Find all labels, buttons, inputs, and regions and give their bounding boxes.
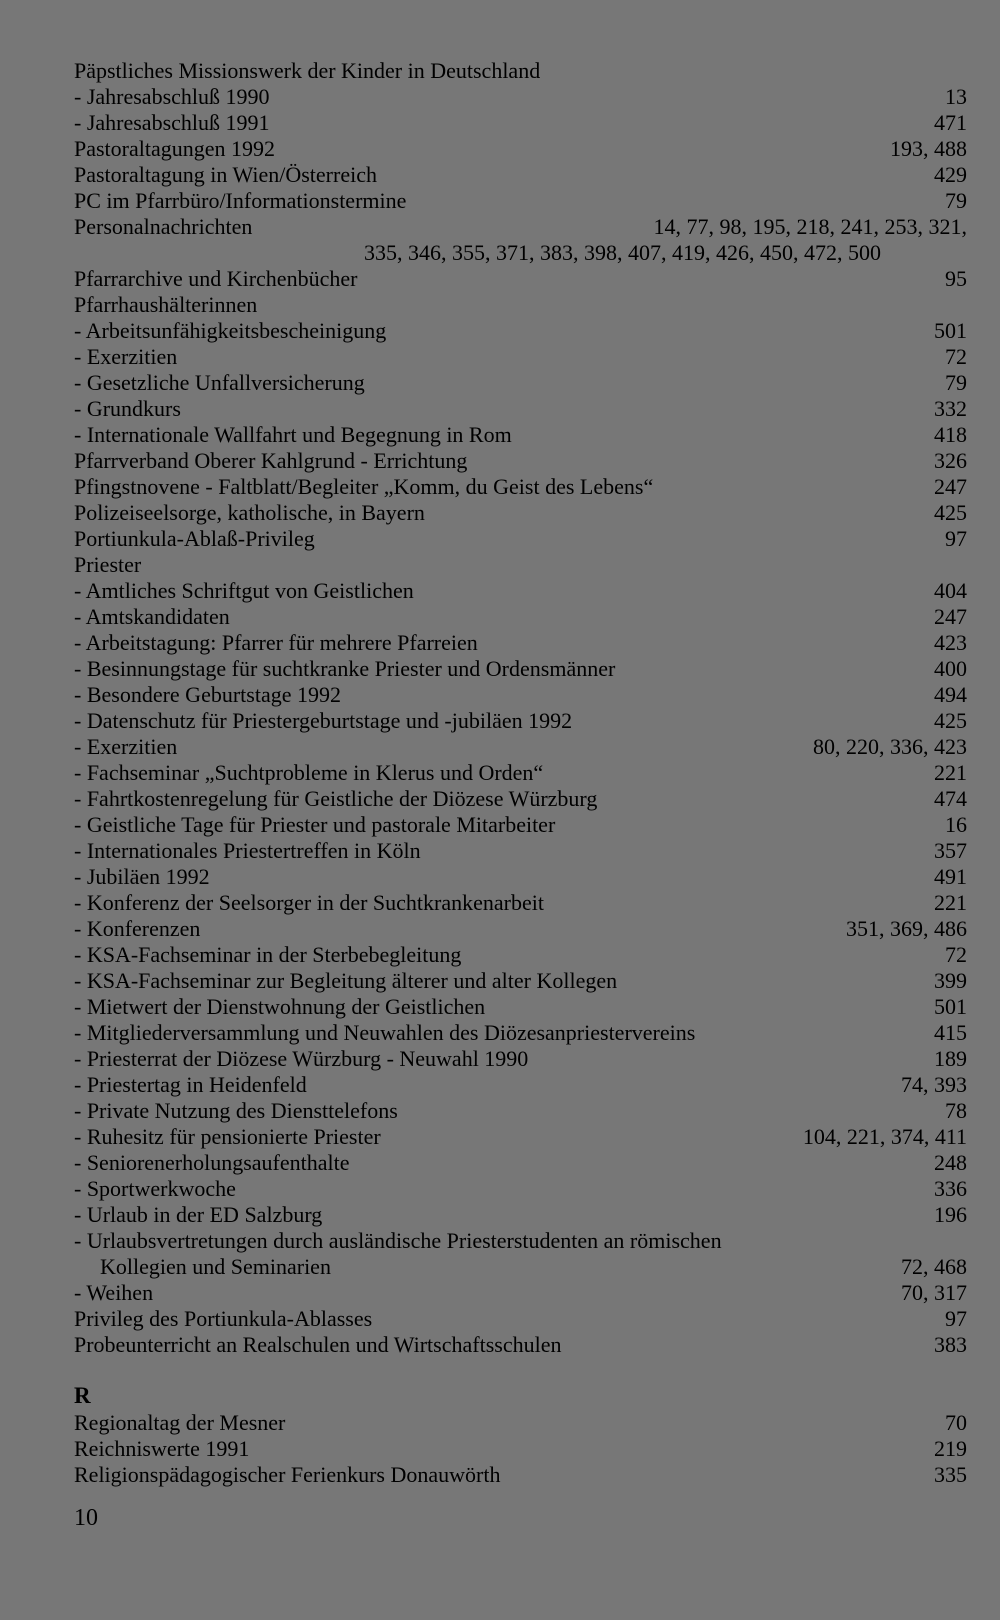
entry-pages: 336 — [934, 1176, 967, 1201]
index-entry — [74, 84, 967, 110]
entry-pages: 95 — [945, 266, 967, 291]
entry-pages: 221 — [934, 890, 967, 915]
index-entry — [74, 344, 967, 370]
entry-title: Pfarrarchive und Kirchenbücher — [74, 266, 358, 291]
entry-title: - Mitgliederversammlung und Neuwahlen des Diözesanpriestervereins — [74, 1020, 696, 1045]
entry-pages: 326 — [934, 448, 967, 473]
index-entry — [74, 864, 967, 890]
index-entry — [74, 578, 967, 604]
index-entry — [74, 812, 967, 838]
index-entry — [74, 656, 967, 682]
index-entry — [74, 916, 967, 942]
entry-title: - Jahresabschluß 1990 — [74, 84, 270, 109]
index-entry — [74, 474, 967, 500]
entry-title: - Urlaub in der ED Salzburg — [74, 1202, 323, 1227]
index-entry — [74, 370, 967, 396]
entry-title: - Exerzitien — [74, 344, 178, 369]
entry-pages: 491 — [934, 864, 967, 889]
entry-pages: 332 — [934, 396, 967, 421]
entry-pages: 471 — [934, 110, 967, 135]
entry-title: Regionaltag der Mesner — [74, 1410, 286, 1435]
entry-pages: 74, 393 — [901, 1072, 967, 1097]
index-entry — [74, 708, 967, 734]
entry-title: Päpstliches Missionswerk der Kinder in Deutschland — [74, 58, 541, 83]
entry-title: - Sportwerkwoche — [74, 1176, 236, 1201]
entry-pages: 335 — [934, 1462, 967, 1487]
page-number: 10 — [74, 1505, 98, 1531]
index-entry — [74, 1098, 967, 1124]
entry-title: - Geistliche Tage für Priester und pastorale Mitarbeiter — [74, 812, 556, 837]
entry-pages: 219 — [934, 1436, 967, 1461]
section-letter: R — [74, 1383, 91, 1408]
index-entry — [74, 318, 967, 344]
entry-pages: 383 — [934, 1332, 967, 1357]
index-entry — [74, 1150, 967, 1176]
index-entry — [74, 994, 967, 1020]
entry-title: - Grundkurs — [74, 396, 181, 421]
entry-pages: 104, 221, 374, 411 — [802, 1124, 967, 1149]
index-entry — [74, 1410, 967, 1436]
entry-title: - Besondere Geburtstage 1992 — [74, 682, 341, 707]
index-entry — [74, 942, 967, 968]
entry-title: - Mietwert der Dienstwohnung der Geistlichen — [74, 994, 486, 1019]
entry-title: - Konferenz der Seelsorger in der Suchtkrankenarbeit — [74, 890, 544, 915]
entry-title: - Jahresabschluß 1991 — [74, 110, 270, 135]
index-list — [74, 58, 967, 1488]
entry-pages: 357 — [934, 838, 967, 863]
entry-title: PC im Pfarrbüro/Informationstermine — [74, 188, 407, 213]
index-entry — [74, 630, 967, 656]
entry-pages: 400 — [934, 656, 967, 681]
entry-title: Privileg des Portiunkula-Ablasses — [74, 1306, 373, 1331]
entry-pages: 16 — [945, 812, 967, 837]
entry-title: - Priesterrat der Diözese Würzburg - Neuwahl 1990 — [74, 1046, 529, 1071]
index-entry-continuation — [74, 1254, 967, 1280]
entry-title: Pfingstnovene - Faltblatt/Begleiter „Komm, du Geist des Lebens“ — [74, 474, 654, 499]
index-entry — [74, 838, 967, 864]
entry-pages: 399 — [934, 968, 967, 993]
entry-pages: 494 — [934, 682, 967, 707]
index-entry — [74, 110, 967, 136]
index-entry — [74, 604, 967, 630]
entry-pages: 189 — [934, 1046, 967, 1071]
entry-pages: 70, 317 — [901, 1280, 967, 1305]
index-entry — [74, 890, 967, 916]
entry-pages: 97 — [945, 526, 967, 551]
index-entry — [74, 448, 967, 474]
entry-title: - Ruhesitz für pensionierte Priester — [74, 1124, 381, 1149]
index-entry — [74, 786, 967, 812]
index-entry — [74, 682, 967, 708]
entry-title: Pastoraltagung in Wien/Österreich — [74, 162, 377, 187]
entry-title: - Konferenzen — [74, 916, 201, 941]
entry-title: - Private Nutzung des Diensttelefons — [74, 1098, 398, 1123]
entry-title: - Exerzitien — [74, 734, 178, 759]
entry-title: Probeunterricht an Realschulen und Wirtschaftsschulen — [74, 1332, 562, 1357]
entry-pages: 501 — [934, 994, 967, 1019]
entry-title: - Internationales Priestertreffen in Köln — [74, 838, 421, 863]
index-entry — [74, 1280, 967, 1306]
entry-pages: 78 — [945, 1098, 967, 1123]
entry-title: - Arbeitstagung: Pfarrer für mehrere Pfarreien — [74, 630, 478, 655]
entry-pages: 221 — [934, 760, 967, 785]
entry-pages: 79 — [945, 370, 967, 395]
entry-pages: 13 — [945, 84, 967, 109]
entry-pages: 79 — [945, 188, 967, 213]
entry-pages: 72 — [945, 344, 967, 369]
entry-pages: 425 — [934, 708, 967, 733]
index-entry — [74, 1046, 967, 1072]
index-entry — [74, 734, 967, 760]
entry-pages: 415 — [934, 1020, 967, 1045]
index-entry — [74, 968, 967, 994]
entry-title: - Fachseminar „Suchtprobleme in Klerus und Orden“ — [74, 760, 544, 785]
index-entry — [74, 552, 967, 578]
entry-title: Personalnachrichten — [74, 214, 253, 239]
index-entry — [74, 1332, 967, 1358]
index-entry — [74, 500, 967, 526]
entry-title: Religionspädagogischer Ferienkurs Donauwörth — [74, 1462, 501, 1487]
entry-title: - Weihen — [74, 1280, 154, 1305]
entry-pages: 474 — [934, 786, 967, 811]
entry-pages: 429 — [934, 162, 967, 187]
entry-title: - Jubiläen 1992 — [74, 864, 210, 889]
entry-title: Pfarrverband Oberer Kahlgrund - Errichtung — [74, 448, 468, 473]
entry-title: - Besinnungstage für suchtkranke Priester und Ordensmänner — [74, 656, 616, 681]
section-gap — [74, 1358, 967, 1382]
entry-title: - Amtliches Schriftgut von Geistlichen — [74, 578, 414, 603]
entry-pages: 70 — [945, 1410, 967, 1435]
entry-title: - Gesetzliche Unfallversicherung — [74, 370, 365, 395]
index-entry — [74, 1306, 967, 1332]
entry-pages: 72, 468 — [901, 1254, 967, 1279]
entry-title: Priester — [74, 552, 142, 577]
index-entry — [74, 136, 967, 162]
entry-title: Pastoraltagungen 1992 — [74, 136, 276, 161]
entry-title: - KSA-Fachseminar in der Sterbebegleitung — [74, 942, 462, 967]
index-entry — [74, 1020, 967, 1046]
index-entry — [74, 760, 967, 786]
index-entry — [74, 526, 967, 552]
entry-pages: 193, 488 — [890, 136, 967, 161]
entry-pages: 423 — [934, 630, 967, 655]
entry-title: - Amtskandidaten — [74, 604, 230, 629]
entry-pages: 351, 369, 486 — [846, 916, 967, 941]
index-entry — [74, 1176, 967, 1202]
index-entry — [74, 162, 967, 188]
entry-pages: 418 — [934, 422, 967, 447]
index-entry — [74, 1124, 967, 1150]
entry-pages: 247 — [934, 604, 967, 629]
entry-pages: 14, 77, 98, 195, 218, 241, 253, 321, — [653, 214, 967, 239]
entry-pages: 404 — [934, 578, 967, 603]
entry-title: - Priestertag in Heidenfeld — [74, 1072, 307, 1097]
entry-title: - KSA-Fachseminar zur Begleitung älterer und alter Kollegen — [74, 968, 618, 993]
entry-title: Reichniswerte 1991 — [74, 1436, 250, 1461]
entry-pages: 501 — [934, 318, 967, 343]
entry-title: - Internationale Wallfahrt und Begegnung in Rom — [74, 422, 512, 447]
index-entry-continuation: 335, 346, 355, 371, 383, 398, 407, 419, 426, 450, 472, 500 — [364, 240, 881, 265]
entry-pages: 196 — [934, 1202, 967, 1227]
entry-pages: 80, 220, 336, 423 — [813, 734, 967, 759]
index-entry — [74, 58, 967, 84]
index-entry — [74, 188, 967, 214]
entry-title: - Fahrtkostenregelung für Geistliche der Diözese Würzburg — [74, 786, 598, 811]
index-entry — [74, 396, 967, 422]
index-entry — [74, 214, 967, 240]
entry-pages: 72 — [945, 942, 967, 967]
entry-title: - Datenschutz für Priestergeburtstage und -jubiläen 1992 — [74, 708, 573, 733]
entry-title: Portiunkula-Ablaß-Privileg — [74, 526, 315, 551]
entry-title: Pfarrhaushälterinnen — [74, 292, 258, 317]
index-entry — [74, 292, 967, 318]
entry-pages: 97 — [945, 1306, 967, 1331]
entry-title: - Arbeitsunfähigkeitsbescheinigung — [74, 318, 387, 343]
index-entry — [74, 422, 967, 448]
entry-pages: 248 — [934, 1150, 967, 1175]
index-entry — [74, 1228, 967, 1254]
index-entry — [74, 1462, 967, 1488]
index-entry — [74, 1072, 967, 1098]
entry-pages: 425 — [934, 500, 967, 525]
entry-title: Polizeiseelsorge, katholische, in Bayern — [74, 500, 425, 525]
entry-pages: 247 — [934, 474, 967, 499]
index-entry — [74, 1436, 967, 1462]
index-entry — [74, 266, 967, 292]
entry-title: - Seniorenerholungsaufenthalte — [74, 1150, 350, 1175]
entry-title: Kollegien und Seminarien — [100, 1254, 331, 1279]
entry-title: - Urlaubsvertretungen durch ausländische Priesterstudenten an römischen — [74, 1228, 722, 1253]
index-entry — [74, 1202, 967, 1228]
